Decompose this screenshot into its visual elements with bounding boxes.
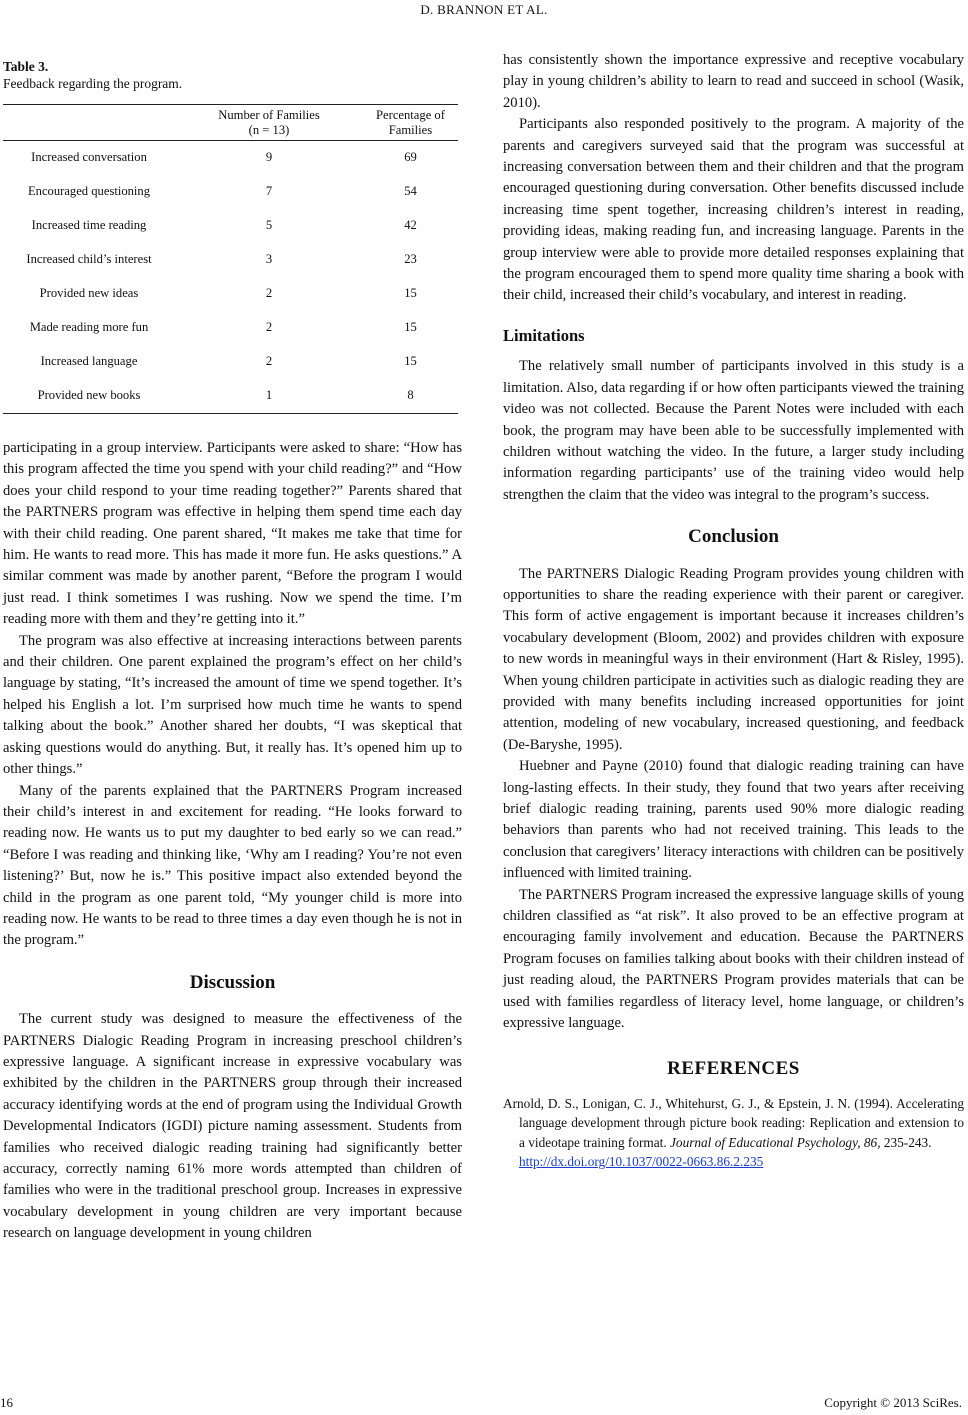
body-paragraph: The PARTNERS Program increased the expressive language skills of young children classified as “at risk”. It also proved to be an effective program at encouraging family involvement and education. Because the PARTNERS Program focuses on families talking about books with their children instead of just reading aloud, the PARTNERS Program provides materials that can be used with families regardless of literacy level, home language, or children’s expressive language. (503, 886, 964, 1032)
row-count: 5 (265, 218, 273, 233)
header-percent-line1: Percentage of (376, 108, 445, 122)
reference-pages: 235-243. (880, 1134, 932, 1150)
reference-doi-link[interactable]: http://dx.doi.org/10.1037/0022-0663.86.2.235 (519, 1154, 764, 1170)
row-label: Increased language (40, 354, 138, 369)
reference-journal: Journal of Educational Psychology, 86, (670, 1134, 881, 1150)
row-percent: 15 (404, 354, 417, 369)
row-count: 2 (265, 354, 273, 369)
feedback-table (3, 104, 458, 414)
row-count: 7 (265, 184, 273, 199)
body-paragraph: The program was also effective at increasing interactions between parents and their children. One parent explained the program’s effect on her child’s language by stating, “It’s increased the amount of time we spend together. It’s helped his English a lot. I’m surprised how much time he wants to spend talking about the book.” Another shared her doubts, “I was skeptical that asking questions would do anything. But, it really has. It’s opened him up to other things.” (3, 632, 462, 778)
row-count: 2 (265, 286, 273, 301)
header-count-line2: (n = 13) (248, 123, 290, 137)
table-row (3, 209, 458, 243)
row-label: Provided new ideas (39, 286, 139, 301)
table-row (3, 379, 458, 414)
table-title: Table 3. (3, 59, 49, 74)
body-paragraph: has consistently shown the importance expressive and receptive vocabulary play in young children’s ability to learn to read and succeed in school (Wasik, 2010). (503, 52, 964, 111)
section-heading-limitations: Limitations (503, 325, 585, 345)
row-percent: 15 (404, 286, 417, 301)
row-count: 3 (265, 252, 273, 267)
table-row (3, 345, 458, 379)
body-paragraph: Huebner and Payne (2010) found that dialogic reading training can have long-lasting effects. In their study, they found that two years after receiving brief dialogic reading training, parents used 90% more dialogic reading behaviors than parents who had not received training. This leads to the conclusion that caregivers’ literacy interactions with children can be positively influenced with limited training. (503, 758, 964, 882)
row-label: Increased conversation (31, 150, 147, 165)
row-percent: 15 (404, 320, 417, 335)
row-label: Made reading more fun (29, 320, 149, 335)
section-heading-conclusion: Conclusion (688, 526, 779, 548)
copyright-notice: Copyright © 2013 SciRes. (824, 1395, 962, 1410)
right-column (503, 50, 964, 1172)
table-row (3, 311, 458, 345)
table-row (3, 141, 458, 176)
running-head: D. BRANNON ET AL. (420, 2, 548, 17)
body-paragraph: Many of the parents explained that the PARTNERS Program increased their child’s interest in and excitement for reading. “He looks forward to reading now. He wants us to put my daughter to bed early so we can read.” “Before I was reading and thinking like, ‘Why am I reading? You’re not even listening?’ But, now he is.” This positive impact also extended beyond the child in the program as one parent told, “My younger child is more into reading now. He wants to be read to three times a day even though he is not in the program.” (3, 782, 462, 949)
body-paragraph: Participants also responded positively to the program. A majority of the parents and caregivers surveyed said that the program was successful at increasing conversation between them and their children and that the program encouraged questioning during conversation. Other benefits discussed include increasing time spent together, increasing children’s interest in reading, providing ideas, making reading fun, and increasing language. Parents in the group interview were able to provide more detailed responses explaining that the program encouraged them to spend more quality time sharing a book with their child, increased their child’s vocabulary, and interest in reading. (503, 116, 964, 304)
header-cell-count (175, 105, 363, 141)
row-label: Encouraged questioning (27, 184, 151, 199)
row-label: Increased time reading (31, 218, 147, 233)
table-row (3, 175, 458, 209)
reference-authors: Arnold, D. S., Lonigan, C. J., Whitehurst, G. J., & Epstein, J. N. (1994). Accelerating language development through picture book reading: Replication and extension to a videotape training format. (503, 1095, 964, 1150)
header-percent-line2: Families (388, 123, 433, 137)
body-paragraph: The current study was designed to measure the effectiveness of the PARTNERS Dialogic Reading Program in increasing preschool children’s expressive language. A significant increase in expressive vocabulary was exhibited by the children in the PARTNERS group through their increased accuracy identifying words at the end of program using the Individual Growth Developmental Indicators (IGDI) picture naming assessment. Students from families who received dialogic reading training had significantly better accuracy, correctly naming 61% more words attempted than children of families who were in the traditional preschool group. Increases in expressive vocabulary development in young children are very important because research on language development in young children (3, 1011, 462, 1242)
row-percent: 23 (404, 252, 417, 267)
row-label: Provided new books (37, 388, 141, 403)
table-caption: Feedback regarding the program. (3, 76, 183, 91)
body-paragraph: The relatively small number of participants involved in this study is a limitation. Also, data regarding if or how often participants viewed the training video was not collected. Because the Parent Notes were included with each book, the program may have been able to be successfully implemented with children without watching the video. In the future, a larger study including information regarding participants’ use of the training video would help strengthen the claim that the video was integral to the program’s success. (503, 358, 964, 503)
section-heading-references: REFERENCES (667, 1058, 800, 1080)
reference-entry (503, 1094, 964, 1172)
row-percent: 8 (407, 388, 414, 403)
table-header-row (3, 105, 458, 141)
table-row (3, 277, 458, 311)
row-label: Increased child’s interest (26, 252, 152, 267)
left-column (3, 50, 462, 1245)
header-count-line1: Number of Families (218, 108, 320, 122)
row-percent: 69 (404, 150, 417, 165)
header-cell-label (3, 105, 175, 141)
header-cell-percent (363, 105, 458, 141)
row-count: 9 (265, 150, 273, 165)
body-paragraph: The PARTNERS Dialogic Reading Program provides young children with opportunities to share the reading experience with their parent or caregiver. This form of active engagement is important because it increases children’s vocabulary development (Bloom, 2002) and provides children with exposure to new words in meaningful ways in their environment (Hart & Risley, 1995). When young children participate in activities such as dialogic reading they are provided with many benefits including increased opportunities for joint attention, modeling of new vocabulary, increased questioning, and feedback (De-Baryshe, 1995). (503, 565, 964, 753)
page-number: 16 (0, 1395, 13, 1410)
row-percent: 54 (404, 184, 417, 199)
table-row (3, 243, 458, 277)
row-count: 1 (265, 388, 273, 403)
row-percent: 42 (404, 218, 417, 233)
body-paragraph: participating in a group interview. Participants were asked to share: “How has this program affected the time you spend with your child reading?” and “How does your child respond to your time reading together?” Parents shared that the PARTNERS program was effective in helping them spend time each day with their child reading. One parent shared, “It makes me take that time for him. He wants to read more. This has made it more fun. He asks questions.” A similar comment was made by another parent, “Before the program I would just read. I think sometimes I was rushing. Now we spend the time. I’m reading more with them and they’re getting into it.” (3, 440, 462, 628)
section-heading-discussion: Discussion (189, 971, 276, 993)
row-count: 2 (265, 320, 273, 335)
